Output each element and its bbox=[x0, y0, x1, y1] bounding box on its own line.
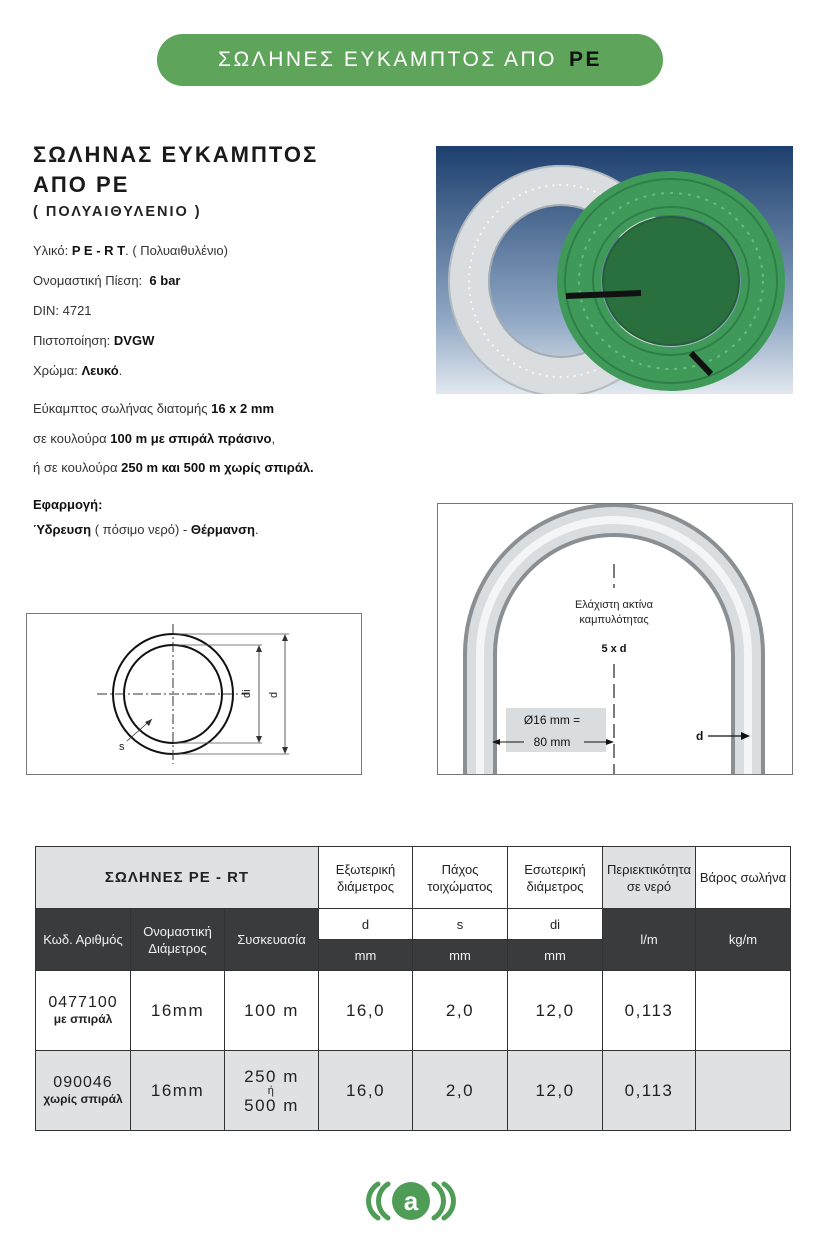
desc-3-bold: 250 m και 500 m χωρίς σπιράλ. bbox=[121, 460, 314, 475]
use-water: Ύδρευση bbox=[33, 522, 92, 537]
title-prefix: ΑΠΟ bbox=[33, 172, 88, 197]
title-line-1: ΣΩΛΗΝΑΣ ΕΥΚΑΜΠΤΟΣ bbox=[33, 142, 319, 167]
table-row bbox=[36, 971, 791, 1051]
desc-2-end: , bbox=[271, 431, 276, 446]
row-weight bbox=[696, 971, 791, 1051]
row-inner: 12,0 bbox=[508, 1051, 603, 1131]
col-code: Κωδ. Αριθμός bbox=[36, 909, 131, 971]
green-coil bbox=[565, 179, 777, 383]
desc-3-text: ή σε κουλούρα bbox=[33, 460, 118, 475]
table-row bbox=[36, 1051, 791, 1131]
use-end: . bbox=[254, 522, 259, 537]
material-label: Υλικό: bbox=[33, 243, 69, 258]
unit-inner: mm bbox=[508, 940, 603, 971]
material-value: P E - R T bbox=[71, 243, 126, 258]
desc-line-3 bbox=[33, 460, 314, 475]
col-pipe-weight: Βάρος σωλήνα bbox=[696, 847, 791, 909]
row-pack: 100 m bbox=[225, 971, 319, 1051]
banner-text: ΣΩΛΗΝΕΣ ΕΥΚΑΜΠΤΟΣ ΑΠΟ bbox=[217, 48, 557, 71]
product-table bbox=[35, 846, 791, 1131]
pressure-label: Ονομαστική Πίεση: bbox=[33, 273, 143, 288]
code-number: 090046 bbox=[53, 1073, 113, 1091]
application-heading-text: Εφαρμογή: bbox=[33, 497, 103, 512]
row-outer: 16,0 bbox=[319, 971, 413, 1051]
desc-1-text: Εύκαμπτος σωλήνας διατομής bbox=[33, 401, 208, 416]
use-water-note: ( πόσιμο νερό) - bbox=[94, 522, 188, 537]
row-weight bbox=[696, 1051, 791, 1131]
spec-certification bbox=[33, 333, 154, 348]
unit-water: l/m bbox=[603, 909, 696, 971]
spec-material bbox=[33, 243, 228, 258]
logo-letter: a bbox=[403, 1186, 419, 1216]
diameter-line2: 80 mm bbox=[533, 735, 571, 749]
product-photo bbox=[436, 146, 793, 394]
symbol-d: d bbox=[319, 909, 413, 940]
symbol-di: di bbox=[508, 909, 603, 940]
cert-value: DVGW bbox=[113, 333, 155, 348]
unit-weight: kg/m bbox=[696, 909, 791, 971]
col-inner-diameter: Εσωτερική διάμετρος bbox=[508, 847, 603, 909]
row-outer: 16,0 bbox=[319, 1051, 413, 1131]
row-code bbox=[36, 971, 131, 1051]
title-bold: PE bbox=[96, 172, 130, 197]
pack-option-1: 250 m bbox=[244, 1066, 299, 1086]
label-di: di bbox=[241, 689, 253, 698]
bend-label-line1: Ελάχιστη ακτίνα bbox=[574, 599, 654, 611]
banner-bold: PE bbox=[568, 48, 602, 71]
label-s: s bbox=[119, 741, 125, 753]
code-number: 0477100 bbox=[48, 993, 118, 1011]
title-line-2 bbox=[33, 170, 318, 200]
row-water: 0,113 bbox=[603, 971, 696, 1051]
d-label: d bbox=[696, 729, 704, 743]
desc-2-text: σε κουλούρα bbox=[33, 431, 107, 446]
desc-line-1 bbox=[33, 401, 274, 416]
diameter-line1: Ø16 mm = bbox=[523, 713, 581, 727]
code-note: χωρίς σπιράλ bbox=[43, 1091, 123, 1106]
col-outer-diameter: Εξωτερική διάμετρος bbox=[319, 847, 413, 909]
desc-2-bold: 100 m με σπιράλ πράσινο bbox=[110, 431, 272, 446]
symbol-s: s bbox=[413, 909, 508, 940]
desc-line-2 bbox=[33, 431, 275, 446]
row-thickness: 2,0 bbox=[413, 1051, 508, 1131]
spec-pressure bbox=[33, 273, 181, 288]
col-nominal-diameter: Ονομαστική Διάμετρος bbox=[131, 909, 225, 971]
pressure-value: 6 bar bbox=[149, 273, 181, 288]
label-d: d bbox=[268, 691, 280, 698]
row-pack bbox=[225, 1051, 319, 1131]
pack-or: ή bbox=[267, 1084, 276, 1097]
bend-label-line2: καμπυλότητας bbox=[579, 614, 649, 626]
row-code bbox=[36, 1051, 131, 1131]
bend-radius-diagram bbox=[437, 503, 793, 775]
product-title bbox=[33, 140, 318, 200]
row-water: 0,113 bbox=[603, 1051, 696, 1131]
color-label: Χρώμα: bbox=[33, 363, 78, 378]
row-nominal: 16mm bbox=[131, 1051, 225, 1131]
use-heating: Θέρμανση bbox=[190, 522, 255, 537]
pack-option-2: 500 m bbox=[244, 1095, 299, 1115]
color-value: Λευκό bbox=[81, 363, 119, 378]
page-banner bbox=[157, 34, 663, 86]
product-subtitle: ( ΠΟΛΥΑΙΘΥΛΕΝΙΟ ) bbox=[33, 204, 202, 220]
row-thickness: 2,0 bbox=[413, 971, 508, 1051]
spec-din: DIN: 4721 bbox=[33, 303, 92, 318]
cross-section-diagram bbox=[26, 613, 362, 775]
color-end: . bbox=[118, 363, 123, 378]
desc-1-bold: 16 x 2 mm bbox=[211, 401, 275, 416]
row-nominal: 16mm bbox=[131, 971, 225, 1051]
application-uses bbox=[33, 522, 259, 537]
material-note: . ( Πολυαιθυλένιο) bbox=[125, 243, 228, 258]
bend-ratio: 5 x d bbox=[601, 643, 627, 655]
unit-outer: mm bbox=[319, 940, 413, 971]
table-title: ΣΩΛΗΝΕΣ PE - RT bbox=[36, 847, 319, 909]
code-note: με σπιράλ bbox=[53, 1011, 113, 1026]
brand-logo bbox=[348, 1178, 474, 1224]
cert-label: Πιστοποίηση: bbox=[33, 333, 111, 348]
row-inner: 12,0 bbox=[508, 971, 603, 1051]
spec-color bbox=[33, 363, 122, 378]
unit-thickness: mm bbox=[413, 940, 508, 971]
application-heading bbox=[33, 497, 102, 512]
col-wall-thickness: Πάχος τοιχώματος bbox=[413, 847, 508, 909]
col-water-content: Περιεκτικότητα σε νερό bbox=[603, 847, 696, 909]
col-packaging: Συσκευασία bbox=[225, 909, 319, 971]
